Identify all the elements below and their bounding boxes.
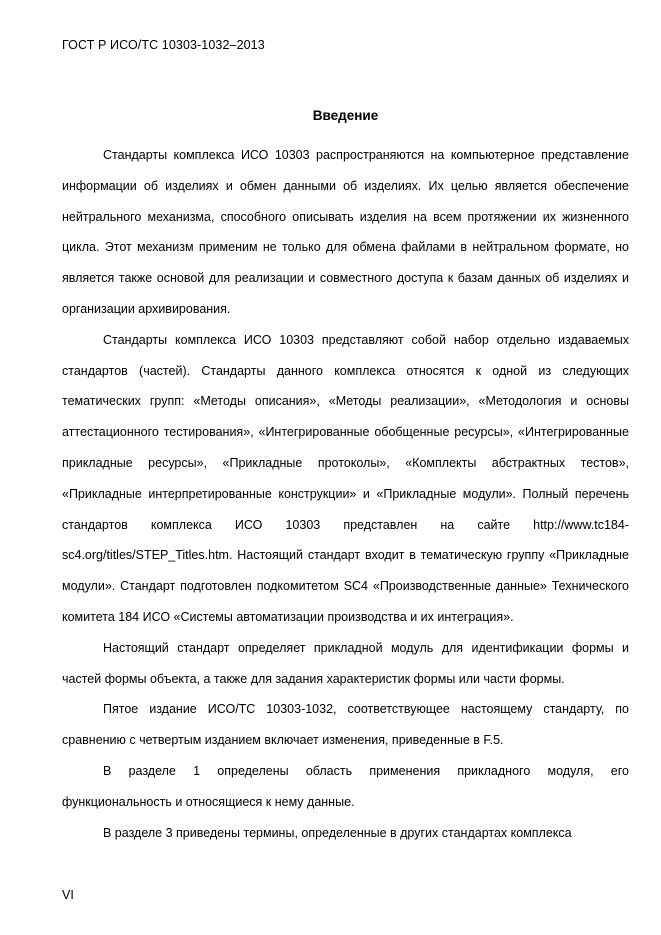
page-number: VI <box>62 888 74 902</box>
body-text <box>62 140 629 848</box>
paragraph-1: Стандарты комплекса ИСО 10303 распространяются на компьютерное представление информации об изделиях и обмен данными об изделиях. Их целью является обеспечение нейтрального механизма, способного описывать изделия на всем протяжении их жизненного цикла. Этот механизм применим не только для обмена файлами в нейтральном формате, но является также основой для реализации и совместного доступа к базам данных об изделиях и организации архивирования. <box>62 148 629 316</box>
paragraph-6: В разделе 3 приведены термины, определенные в других стандартах комплекса <box>103 825 572 840</box>
section-title: Введение <box>312 108 379 123</box>
document-header: ГОСТ Р ИСО/ТС 10303-1032–2013 <box>62 38 265 52</box>
paragraph-5: В разделе 1 определены область применения прикладного модуля, его функциональность и относящиеся к нему данные. <box>62 763 629 809</box>
paragraph-4: Пятое издание ИСО/ТС 10303-1032, соответствующее настоящему стандарту, по сравнению с четвертым изданием включает изменения, приведенные в F.5. <box>62 702 629 748</box>
paragraph-3: Настоящий стандарт определяет прикладной модуль для идентификации формы и частей формы объекта, а также для задания характеристик формы или части формы. <box>62 640 629 686</box>
paragraph-2: Стандарты комплекса ИСО 10303 представляют собой набор отдельно издаваемых стандартов (частей). Стандарты данного комплекса относятся к одной из следующих тематических групп: «Методы описания», «Методы реализации», «Методология и основы аттестационного тестирования», «Интегрированные обобщенные ресурсы», «Интегрированные прикладные ресурсы», «Прикладные протоколы», «Комплекты абстрактных тестов», «Прикладные интерпретированные конструкции» и «Прикладные модули». Полный перечень стандартов комплекса ИСО 10303 представлен на сайте http://www.tc184-sc4.org/titles/STEP_Titles.htm. Настоящий стандарт входит в тематическую группу «Прикладные модули». Стандарт подготовлен подкомитетом SC4 «Производственные данные» Технического комитета 184 ИСО «Системы автоматизации производства и их интеграция». <box>62 332 629 624</box>
